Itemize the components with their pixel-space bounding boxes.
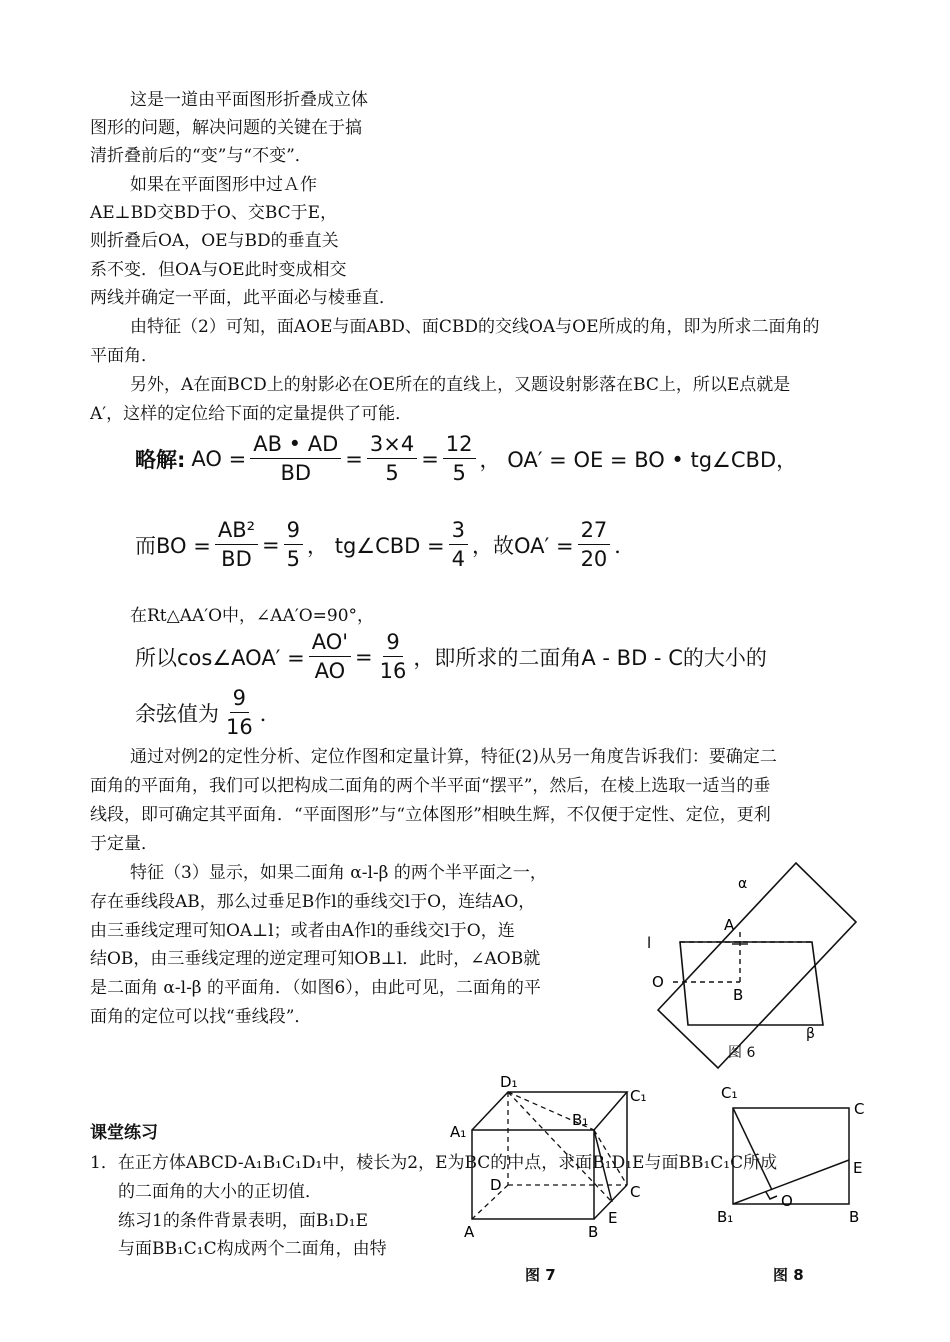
eq-tail: ． [614, 533, 636, 558]
text-line: 清折叠前后的“变”与“不变”． [90, 146, 312, 166]
cube-front-face [472, 1130, 594, 1219]
text-line: 面角的平面角，我们可以把构成二面角的两个半平面“摆平”，然后，在棱上选取一适当的垂 [90, 776, 771, 796]
label-o: O [781, 1192, 793, 1210]
figure-8 [715, 1080, 875, 1230]
label-alpha: α [738, 876, 748, 892]
label-b1: B₁ [572, 1111, 589, 1129]
eq-mid: ， tg∠CBD = [307, 533, 445, 558]
label-c: C [854, 1100, 865, 1118]
label-o: O [652, 973, 664, 991]
denominator: 5 [452, 461, 466, 485]
text-line: 的二面角的大小的正切值． [118, 1182, 322, 1202]
denominator: 4 [451, 547, 465, 571]
text-line: 平面角． [90, 346, 158, 366]
text-line: 线段，即可确定其平面角．“平面图形”与“立体图形”相映生辉，不仅便于定性、定位，更利 [90, 805, 771, 825]
numerator: AO' [309, 630, 351, 657]
text-line: AE⊥BD交BD于O、交BC于E， [90, 203, 338, 223]
denominator: 20 [580, 547, 608, 571]
eq-lhs: 余弦值为 [135, 701, 219, 726]
fraction [309, 630, 351, 683]
denominator: BD [221, 547, 252, 571]
right-angle-mark [766, 1192, 777, 1199]
text-line: 由特征（2）可知，面AOE与面ABD、面CBD的交线OA与OE所成的角，即为所求二面角的 [130, 317, 820, 337]
label-e: E [608, 1209, 618, 1227]
segment-b1c [594, 1130, 627, 1185]
numerator: 3 [449, 518, 468, 545]
denominator: 16 [226, 715, 253, 739]
equals: = [345, 446, 363, 471]
fraction [578, 518, 611, 571]
equation-1 [135, 432, 797, 485]
text-line: 另外，A在面BCD上的射影必在OE所在的直线上，又题设射影落在BC上，所以E点就是 [130, 375, 791, 395]
label-beta: β [806, 1026, 815, 1042]
fraction [449, 518, 468, 571]
equation-3 [135, 630, 767, 683]
fig8-caption: 图 8 [773, 1266, 804, 1284]
label-a: A [464, 1223, 475, 1241]
label-d1: D₁ [500, 1073, 518, 1091]
section-title: 课堂练习 [90, 1123, 158, 1143]
square-face [733, 1108, 849, 1204]
numerator: 9 [284, 518, 303, 545]
text-line: 是二面角 α-l-β 的平面角．（如图6），由此可见，二面角的平 [90, 978, 541, 998]
label-a1: A₁ [450, 1123, 467, 1141]
fraction [223, 686, 256, 739]
text-line: 则折叠后OA，OE与BD的垂直关 [90, 231, 339, 251]
eq-tail: ，即所求的二面角A - BD - C的大小的 [413, 645, 767, 670]
fraction [377, 630, 410, 683]
denominator: BD [280, 461, 312, 485]
text-line: 结OB，由三垂线定理的逆定理可知OB⊥l．此时，∠AOB就 [90, 949, 541, 969]
solution-label: 略解: [135, 447, 186, 472]
plane-beta [680, 942, 823, 1025]
text-line: 存在垂线段AB，那么过垂足B作l的垂线交l于O，连结AO， [90, 892, 536, 912]
numerator: 9 [383, 630, 402, 657]
denominator: 5 [385, 461, 399, 485]
text-line: 这是一道由平面图形折叠成立体 [130, 90, 368, 110]
equals: = [262, 532, 280, 557]
fraction [284, 518, 303, 571]
numerator: 9 [230, 686, 249, 713]
equation-4 [135, 686, 281, 739]
text-line: 由三垂线定理可知OA⊥l；或者由A作l的垂线交l于O，连 [90, 921, 515, 941]
text-line: 系不变．但OA与OE此时变成相交 [90, 260, 347, 280]
eq-lhs: 而BO = [135, 533, 211, 558]
eq-lhs: 所以cos∠AOA′ = [135, 645, 305, 670]
figure-6 [640, 860, 880, 1060]
plane-alpha [658, 863, 856, 1068]
text-line: 1．在正方体ABCD-A₁B₁C₁D₁中，棱长为2，E为BC的中点，求面B₁D₁E与面BB₁C₁C所成 [90, 1153, 778, 1173]
text-line: 通过对例2的定性分析、定位作图和定量计算，特征(2)从另一角度告诉我们：要确定二 [130, 747, 777, 767]
numerator: 12 [443, 432, 476, 459]
label-b: B [733, 986, 744, 1004]
text-line: 练习1的条件背景表明，面B₁D₁E [118, 1211, 368, 1231]
label-b: B [849, 1208, 860, 1226]
label-l: l [647, 934, 652, 952]
numerator: 3×4 [367, 432, 417, 459]
fraction [250, 432, 341, 485]
fig6-caption: 图 6 [728, 1045, 756, 1061]
label-c1: C₁ [721, 1084, 738, 1102]
equals: = [421, 446, 439, 471]
fraction [367, 432, 417, 485]
denominator: 16 [379, 659, 407, 683]
text-line: 两线并确定一平面，此平面必与棱垂直． [90, 288, 396, 308]
denominator: AO [314, 659, 346, 683]
text-line: 面角的定位可以找“垂线段”． [90, 1007, 312, 1027]
label-a: A [724, 916, 735, 934]
label-e: E [853, 1159, 863, 1177]
eq-lhs: AO = [191, 446, 247, 471]
segment-b1e [594, 1130, 612, 1202]
segment-d1e [508, 1092, 612, 1202]
text-line: A′，这样的定位给下面的定量提供了可能． [90, 404, 413, 424]
label-d: D [490, 1176, 502, 1194]
eq-tail: ， OA′ = OE = BO • tg∠CBD， [479, 447, 798, 472]
figure-7 [440, 1065, 650, 1245]
numerator: AB • AD [250, 432, 341, 459]
rt-line: 在Rt△AA′O中，∠AA′O=90°， [130, 606, 375, 626]
eq-tail: ． [259, 701, 281, 726]
equation-2 [135, 518, 635, 571]
denominator: 5 [286, 547, 301, 571]
text-line: 于定量． [90, 834, 158, 854]
numerator: 27 [578, 518, 611, 545]
numerator: AB² [215, 518, 258, 545]
text-line: 如果在平面图形中过Ａ作 [130, 175, 317, 195]
text-line: 与面BB₁C₁C构成两个二面角，由特 [118, 1239, 387, 1259]
text-line: 图形的问题，解决问题的关键在于搞 [90, 118, 362, 138]
label-b: B [588, 1223, 599, 1241]
label-c1: C₁ [630, 1087, 647, 1105]
segment-c1o [733, 1108, 772, 1190]
fraction [215, 518, 258, 571]
label-c: C [630, 1183, 641, 1201]
eq-mid2: ，故OA′ = [471, 533, 574, 558]
equals: = [355, 644, 373, 669]
fig7-caption: 图 7 [525, 1266, 556, 1284]
fraction [443, 432, 476, 485]
text-line: 特征（3）显示，如果二面角 α-l-β 的两个半平面之一， [130, 863, 547, 883]
label-b1: B₁ [717, 1208, 734, 1226]
